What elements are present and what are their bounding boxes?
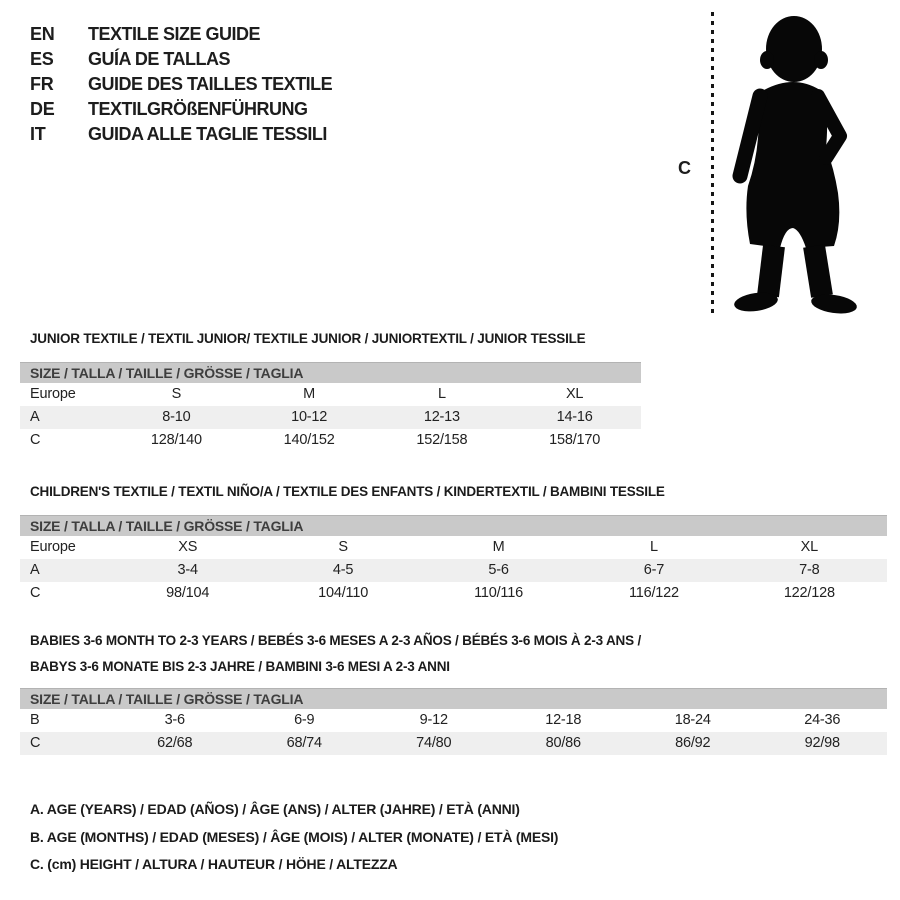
table-row bbox=[20, 709, 887, 732]
table-row bbox=[20, 429, 641, 452]
table-cell: 104/110 bbox=[318, 585, 369, 601]
table-cell: 5-6 bbox=[488, 562, 509, 578]
table-cell: 6-7 bbox=[643, 562, 665, 578]
table-cell: 18-24 bbox=[674, 712, 711, 728]
language-code: ES bbox=[30, 49, 54, 69]
section-title-junior: JUNIOR TEXTILE / TEXTIL JUNIOR/ TEXTILE JUNIOR / JUNIORTEXTIL / JUNIOR TESSILE bbox=[30, 331, 586, 346]
language-row bbox=[30, 97, 332, 122]
table-cell: 158/170 bbox=[549, 432, 601, 448]
table-cell: 24-36 bbox=[804, 712, 841, 728]
table-row bbox=[20, 559, 887, 582]
section-babies bbox=[20, 628, 887, 755]
language-code: FR bbox=[30, 74, 54, 94]
table-cell: 110/116 bbox=[474, 585, 523, 601]
table-cell: 9-12 bbox=[419, 712, 448, 728]
language-title: GUÍA DE TALLAS bbox=[88, 49, 230, 69]
row-label: A bbox=[30, 562, 40, 578]
section-title-babies-line2: BABYS 3-6 MONATE BIS 2-3 JAHRE / BAMBINI 3-6 MESI A 2-3 ANNI bbox=[30, 659, 450, 674]
legend-block bbox=[30, 796, 558, 879]
table-cell: 12-13 bbox=[423, 409, 460, 425]
language-row bbox=[30, 47, 332, 72]
child-figure-area bbox=[660, 0, 900, 330]
language-code: EN bbox=[30, 24, 55, 44]
table-cell: 116/122 bbox=[628, 585, 679, 601]
table-cell: S bbox=[171, 386, 182, 402]
legend-line: A. AGE (YEARS) / EDAD (AÑOS) / ÂGE (ANS) / ALTER (JAHRE) / ETÀ (ANNI) bbox=[30, 801, 520, 817]
table-cell: 80/86 bbox=[545, 735, 581, 751]
language-title: GUIDE DES TAILLES TEXTILE bbox=[88, 74, 333, 94]
table-cell: 86/92 bbox=[675, 735, 711, 751]
table-row bbox=[20, 383, 641, 406]
table-cell: 14-16 bbox=[556, 409, 593, 425]
child-silhouette-icon bbox=[722, 8, 880, 318]
legend-line: C. (cm) HEIGHT / ALTURA / HAUTEUR / HÖHE / ALTEZZA bbox=[30, 856, 398, 872]
table-row bbox=[20, 582, 887, 605]
table-cell: 68/74 bbox=[286, 735, 322, 751]
height-measure-dotted-line bbox=[711, 12, 714, 318]
legend-line: B. AGE (MONTHS) / EDAD (MESES) / ÂGE (MOIS) / ALTER (MONATE) / ETÀ (MESI) bbox=[30, 828, 559, 845]
language-row bbox=[30, 122, 332, 147]
table-size-header: SIZE / TALLA / TAILLE / GRÖSSE / TAGLIA bbox=[20, 362, 641, 383]
table-cell: 128/140 bbox=[150, 432, 202, 448]
table-cell: S bbox=[338, 539, 348, 555]
table-size-header: SIZE / TALLA / TAILLE / GRÖSSE / TAGLIA bbox=[20, 688, 887, 709]
table-cell: 152/158 bbox=[416, 432, 468, 448]
table-cell: L bbox=[649, 539, 658, 555]
row-label: Europe bbox=[30, 386, 76, 402]
row-label: C bbox=[30, 432, 41, 448]
table-cell: M bbox=[492, 539, 505, 555]
table-cell: 98/104 bbox=[166, 585, 210, 601]
row-label: C bbox=[30, 585, 41, 601]
table-cell: 140/152 bbox=[283, 432, 335, 448]
table-cell: L bbox=[437, 386, 446, 402]
row-label: C bbox=[30, 735, 41, 751]
row-label: B bbox=[30, 712, 40, 728]
height-label-c: C bbox=[678, 158, 691, 178]
table-cell: 8-10 bbox=[162, 409, 191, 425]
section-title-children: CHILDREN'S TEXTILE / TEXTIL NIÑO/A / TEXTILE DES ENFANTS / KINDERTEXTIL / BAMBINI TESSILE bbox=[30, 484, 665, 499]
table-cell: 6-9 bbox=[294, 712, 315, 728]
table-cell: 74/80 bbox=[416, 735, 452, 751]
table-size-header: SIZE / TALLA / TAILLE / GRÖSSE / TAGLIA bbox=[20, 515, 887, 536]
section-title-babies-line1: BABIES 3-6 MONTH TO 2-3 YEARS / BEBÉS 3-6 MESES A 2-3 AÑOS / BÉBÉS 3-6 MOIS À 2-3 ANS / bbox=[30, 633, 641, 648]
table-row bbox=[20, 406, 641, 429]
language-code: IT bbox=[30, 124, 46, 144]
language-code: DE bbox=[30, 99, 55, 119]
language-title: TEXTILE SIZE GUIDE bbox=[88, 24, 261, 44]
table-cell: 12-18 bbox=[545, 712, 582, 728]
children-size-table bbox=[20, 515, 887, 605]
table-cell: 3-4 bbox=[177, 562, 198, 578]
table-cell: 4-5 bbox=[332, 562, 354, 578]
table-cell: 10-12 bbox=[291, 409, 328, 425]
table-cell: 7-8 bbox=[799, 562, 820, 578]
section-children bbox=[20, 479, 887, 605]
table-cell: XL bbox=[565, 386, 584, 402]
section-junior bbox=[20, 326, 641, 452]
table-row bbox=[20, 732, 887, 755]
junior-size-table bbox=[20, 362, 641, 452]
language-title-list bbox=[30, 22, 332, 147]
table-cell: M bbox=[303, 386, 316, 402]
row-label: Europe bbox=[30, 539, 76, 555]
table-cell: XS bbox=[178, 539, 198, 555]
table-cell: 92/98 bbox=[804, 735, 840, 751]
table-cell: 122/128 bbox=[783, 585, 835, 601]
language-row bbox=[30, 22, 332, 47]
language-title: TEXTILGRÖßENFÜHRUNG bbox=[88, 99, 308, 119]
table-cell: XL bbox=[800, 539, 818, 555]
language-row bbox=[30, 72, 332, 97]
table-cell: 3-6 bbox=[164, 712, 185, 728]
table-row bbox=[20, 536, 887, 559]
babies-size-table bbox=[20, 688, 887, 755]
table-cell: 62/68 bbox=[157, 735, 193, 751]
language-title: GUIDA ALLE TAGLIE TESSILI bbox=[88, 124, 327, 144]
row-label: A bbox=[30, 409, 40, 425]
